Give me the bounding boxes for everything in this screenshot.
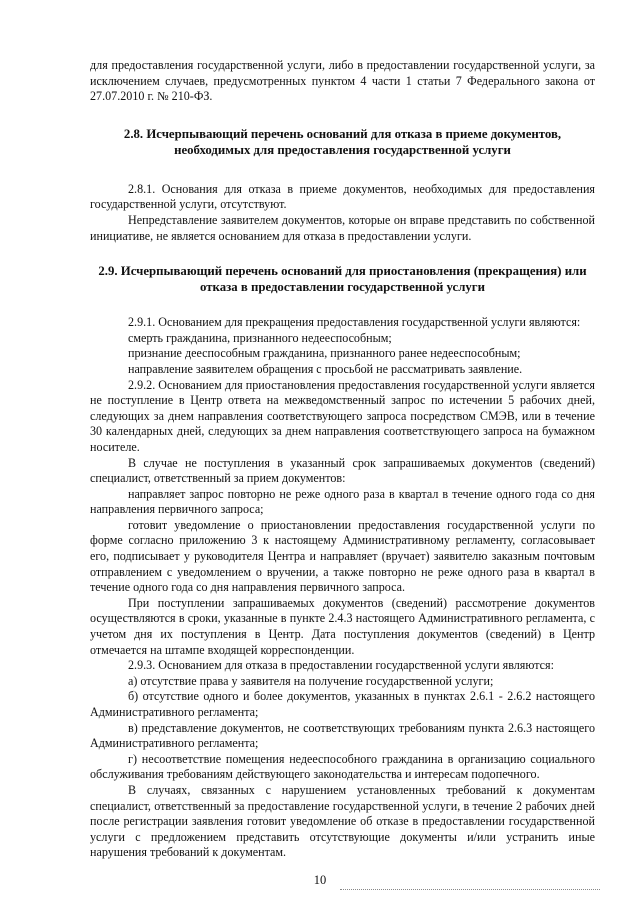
list-item: в) представление документов, не соответствующих требованиям пункта 2.6.3 настоящего Административного регламента; <box>90 720 595 751</box>
intro-paragraph: для предоставления государственной услуги, либо в предоставлении государственной услуги, за исключением случаев, предусмотренных пунктом 4 части 1 статьи 7 Федерального закона от 27.07.2010 г. № 210-ФЗ. <box>90 58 595 104</box>
page-number: 10 <box>313 873 327 887</box>
section-2-8-heading: 2.8. Исчерпывающий перечень оснований для отказа в приеме документов, необходимых для предоставления государственной услуги <box>123 126 562 157</box>
paragraph-non-submission: Непредставление заявителем документов, которые он вправе представить по собственной инициативе, не является основанием для отказа в предоставлении услуги. <box>90 212 595 243</box>
document-body <box>90 58 595 861</box>
paragraph-not-received: В случае не поступления в указанный срок запрашиваемых документов (сведений) специалист, ответственный за прием документов: <box>90 455 595 486</box>
list-item: а) отсутствие права у заявителя на получение государственной услуги; <box>128 673 494 688</box>
paragraph-violations: В случаях, связанных с нарушением установленных требований к документам специалист, ответственный за предоставление государственной услуги, в течение 2 рабочих дней после регистрации заявления готовит уведомление об отказе в предоставлении государственной услуги с предложением представить отсутствующие документы и/или устранить иные нарушения требований к документам. <box>90 782 595 860</box>
scan-artifact-line <box>340 889 600 891</box>
paragraph-on-receipt: При поступлении запрашиваемых документов (сведений) рассмотрение документов осуществляются в сроки, указанные в пункте 2.4.3 настоящего Административного регламента, с учетом дня их поступления в Центр. Дата поступления документов (сведений) в Центр отмечается на штампе входящей корреспонденции. <box>90 595 595 657</box>
paragraph-prepares-notice: готовит уведомление о приостановлении предоставления государственной услуги по форме согласно приложению 3 к настоящему Административному регламенту, согласовывает его, подписывает у руководителя Центра и направляет (вручает) заявителю заказным почтовым отправлением с уведомлением о вручении, а также повторно не реже одного раза в квартал в течение одного года со дня направления первичного запроса. <box>90 517 595 595</box>
list-item: признание дееспособным гражданина, признанного ранее недееспособным; <box>128 346 521 361</box>
list-item: б) отсутствие одного и более документов, указанных в пунктах 2.6.1 - 2.6.2 настоящего Административного регламента; <box>90 689 595 719</box>
paragraph-sends-again: направляет запрос повторно не реже одного раза в квартал в течение одного года со дня направления первичного запроса; <box>90 486 595 517</box>
paragraph-2-9-2: 2.9.2. Основанием для приостановления предоставления государственной услуги является не поступление в Центр ответа на межведомственный запрос по истечении 5 рабочих дней, следующих за днем направления соответствующего запроса посредством СМЭВ, или в течение 30 календарных дней, следующих за днем направления соответствующего запроса на бумажном носителе. <box>90 377 595 454</box>
paragraph-2-9-1: 2.9.1. Основанием для прекращения предоставления государственной услуги являются: <box>128 315 581 330</box>
paragraph-2-8-1: 2.8.1. Основания для отказа в приеме документов, необходимых для предоставления государственной услуги, отсутствуют. <box>90 181 595 212</box>
section-2-9-heading: 2.9. Исчерпывающий перечень оснований для приостановления (прекращения) или отказа в предоставлении государственной услуги <box>98 264 587 295</box>
list-item: направление заявителем обращения с просьбой не рассматривать заявление. <box>128 361 523 376</box>
paragraph-2-9-3: 2.9.3. Основанием для отказа в предоставлении государственной услуги являются: <box>128 658 554 673</box>
list-item: смерть гражданина, признанного недееспособным; <box>128 330 392 345</box>
list-item: г) несоответствие помещения недееспособного гражданина в организацию социального обслуживания требованиям действующего законодательства и интересам подопечного. <box>90 751 595 782</box>
